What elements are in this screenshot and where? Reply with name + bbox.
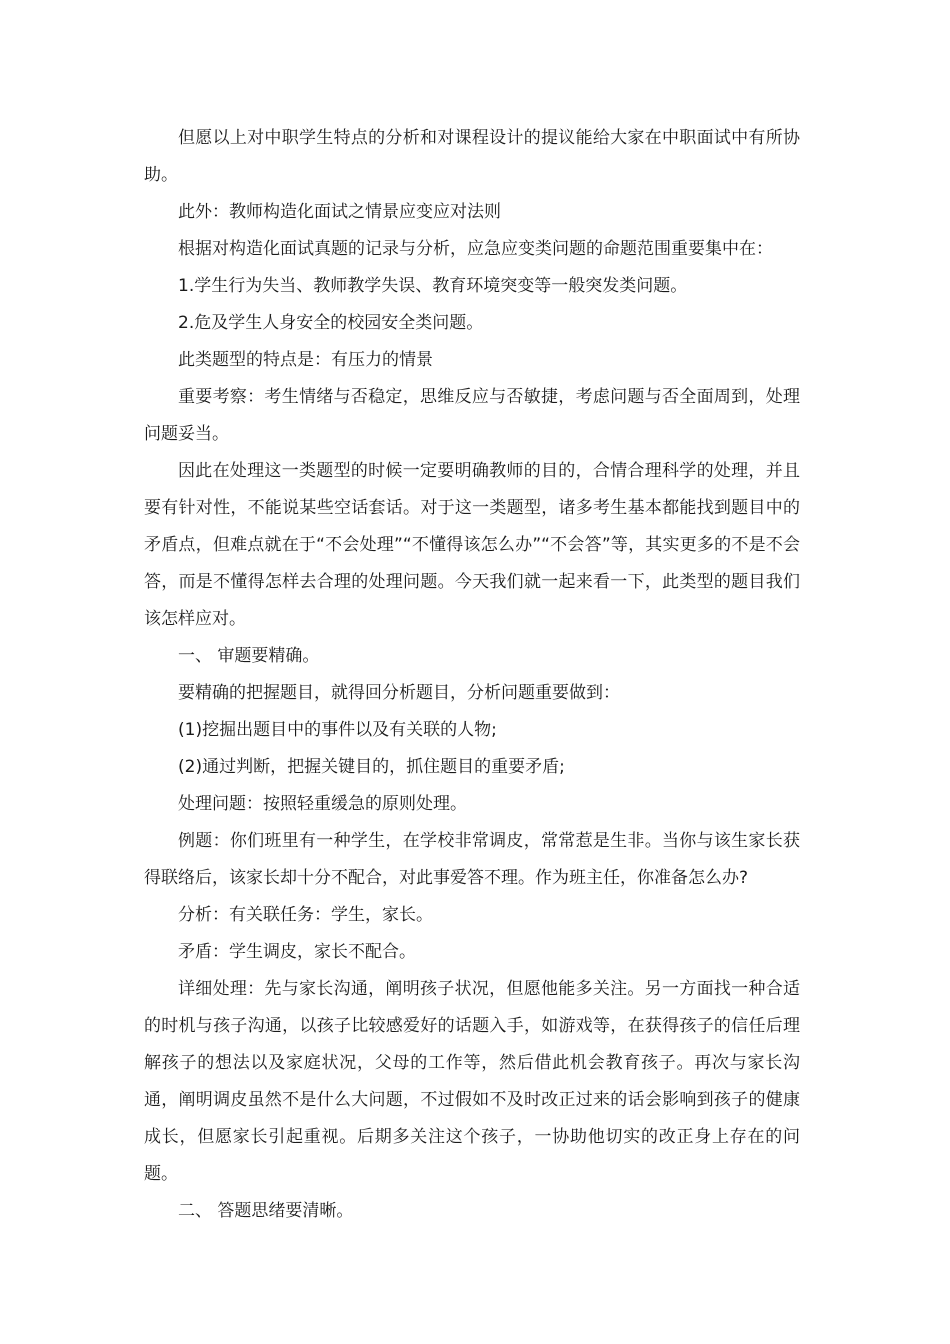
paragraph-closing-remark: 但愿以上对中职学生特点的分析和对课程设计的提议能给大家在中职面试中有所协助。 [144,128,800,185]
paragraph-analysis: 分析：有关联任务：学生，家长。 [178,905,433,925]
paragraph-example: 例题：你们班里有一种学生，在学校非常调皮，常常惹是生非。当你与该生家长获得联络后，该家长却十分不配合，对此事爱答不理。作为班主任，你准备怎么办? [144,831,800,888]
paragraph-detailed-handling: 详细处理：先与家长沟通，阐明孩子状况，但愿他能多关注。另一方面找一种合适的时机与孩子沟通，以孩子比较感爱好的话题入手，如游戏等，在获得孩子的信任后理解孩子的想法以及家庭状况，父母的工作等，然后借此机会教育孩子。再次与家长沟通，阐明调皮虽然不是什么大问题，不过假如不及时改正过来的话会影响到孩子的健康成长，但愿家长引起重视。后期多关注这个孩子，一协助他切实的改正身上存在的问题。 [144,979,800,1184]
heading-step-1: 一、 审题要精确。 [178,646,320,666]
paragraph-item-1: 1.学生行为失当、教师教学失误、教育环境突变等一般突发类问题。 [178,276,688,296]
paragraph-feature: 此类题型的特点是：有压力的情景 [178,350,433,370]
heading-step-2: 二、 答题思绪要清晰。 [178,1201,354,1221]
document-body [144,120,800,1230]
paragraph-section-intro: 此外：教师构造化面试之情景应变应对法则 [178,202,501,222]
paragraph-scope: 根据对构造化面试真题的记录与分析，应急应变类问题的命题范围重要集中在： [178,239,773,259]
paragraph-handling: 处理问题：按照轻重缓急的原则处理。 [178,794,467,814]
paragraph-conflict: 矛盾：学生调皮，家长不配合。 [178,942,416,962]
paragraph-point-2: (2)通过判断，把握关键目的，抓住题目的重要矛盾; [178,757,565,777]
paragraph-analysis-intro: 要精确的把握题目，就得回分析题目，分析问题重要做到： [178,683,620,703]
paragraph-item-2: 2.危及学生人身安全的校园安全类问题。 [178,313,484,333]
paragraph-approach: 因此在处理这一类题型的时候一定要明确教师的目的，合情合理科学的处理，并且要有针对性，不能说某些空话套话。对于这一类题型，诸多考生基本都能找到题目中的矛盾点，但难点就在于“不会处理”“不懂得该怎么办”“不会答”等，其实更多的不是不会答，而是不懂得怎样去合理的处理问题。今天我们就一起来看一下，此类型的题目我们该怎样应对。 [144,461,800,629]
paragraph-assessment: 重要考察：考生情绪与否稳定，思维反应与否敏捷，考虑问题与否全面周到，处理问题妥当。 [144,387,800,444]
paragraph-point-1: (1)挖掘出题目中的事件以及有关联的人物; [178,720,497,740]
